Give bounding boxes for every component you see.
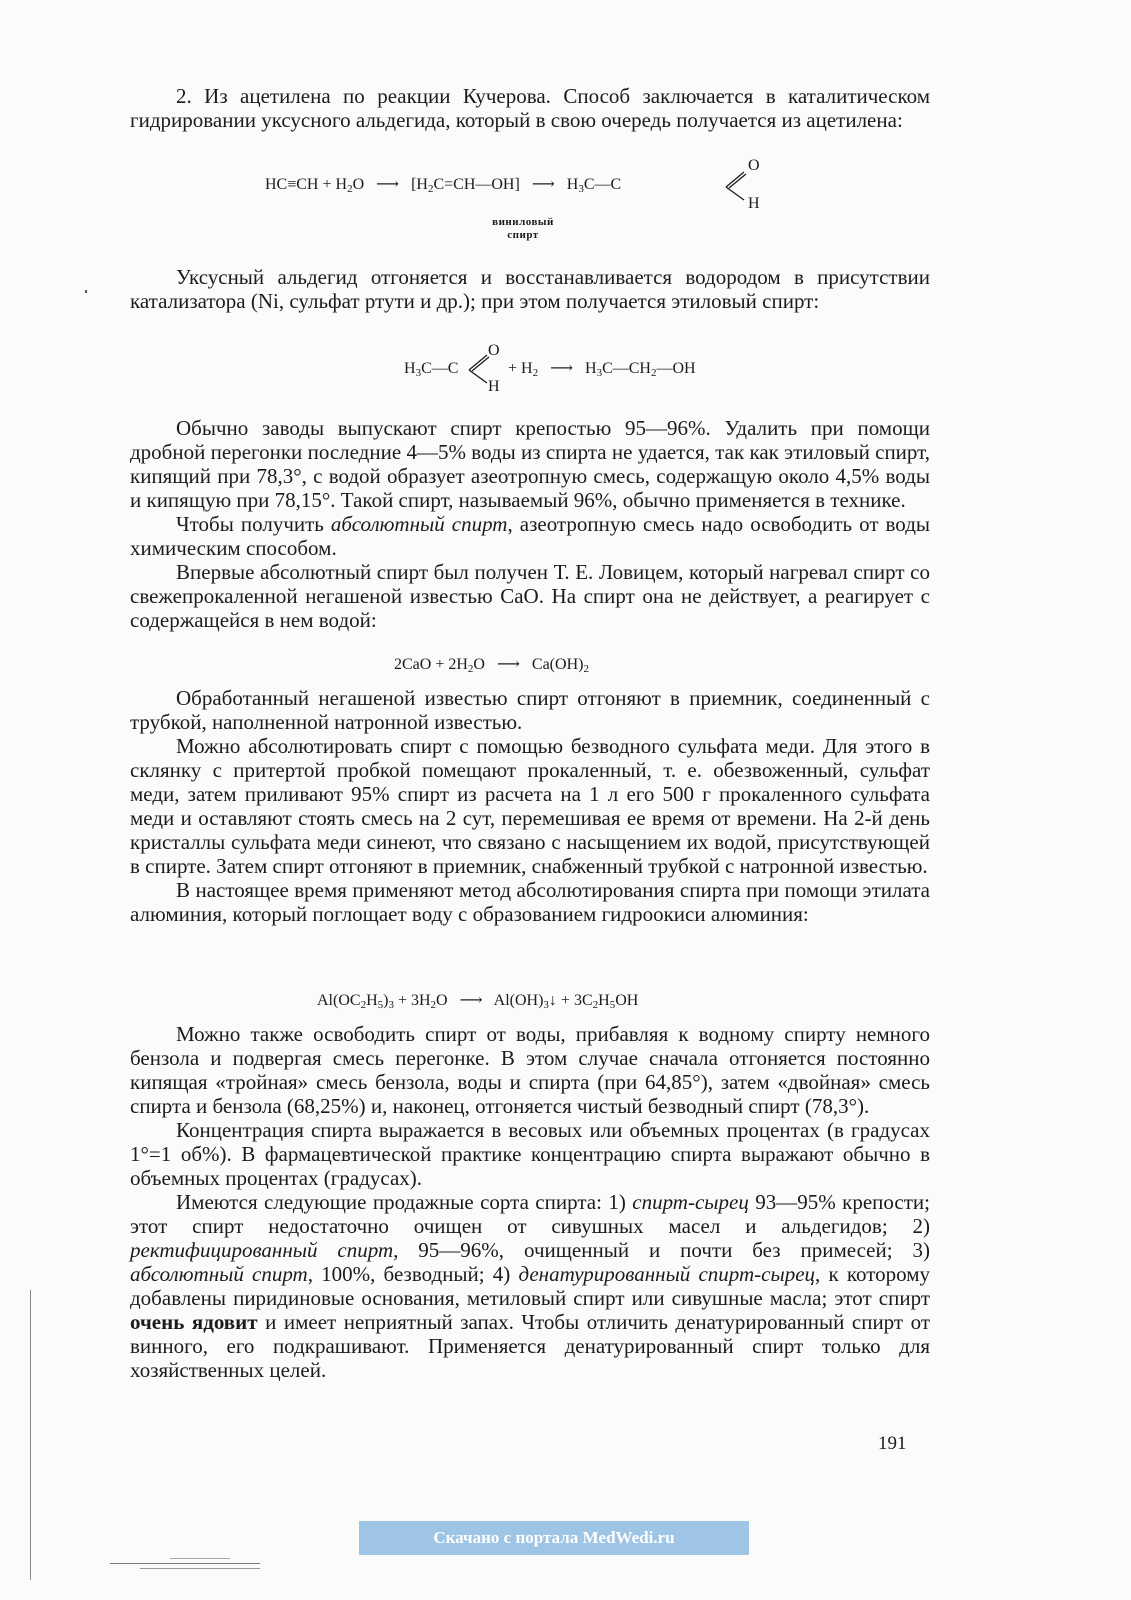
paragraph-text: Впервые абсолютный спирт был получен Т. Е. Ловицем, который нагревал спирт со свежепрокаленной негашеной известью CaO. На спирт она не действует, а реагирует с содержащейся в нем водой:: [130, 560, 930, 632]
equation-aluminium-ethylate: [317, 992, 638, 1010]
italic-term: абсолютный спирт: [130, 1262, 308, 1286]
arrow-icon: ⟶: [459, 992, 483, 1009]
italic-term: абсолютный спирт: [330, 512, 508, 536]
intermediate-text: C=CH—OH]: [433, 176, 520, 193]
reactant-text: + H: [508, 360, 533, 377]
reactant-text: Al(OC: [317, 992, 361, 1009]
equation-aldehyde-reduction: [404, 360, 458, 378]
text-run: , к которому добавлены пиридиновые основания, метиловый спирт или сивушные масла; этот спирт: [130, 1262, 930, 1310]
page-number: 191: [878, 1433, 907, 1454]
hydrogen-label: H: [488, 378, 500, 395]
subscript: 3: [543, 999, 549, 1011]
paragraph-text: [130, 1190, 930, 1382]
subscript: 2: [532, 367, 539, 379]
paragraph-text: Можно также освободить спирт от воды, прибавляя к водному спирту немного бензола и подвергая смесь перегонке. В этом случае сначала отгоняется постоянно кипящая «тройная» смесь бензола, воды и спирта (при 64,85°), затем «двойная» смесь спирта и бензола (68,25%) и, наконец, отгоняется чистый безводный спирт (78,3°).: [130, 1022, 930, 1118]
reactant-text: O: [436, 992, 448, 1009]
scan-speck: [85, 290, 87, 293]
product-text: ↓ + 3C: [548, 992, 593, 1009]
oxygen-label: O: [488, 342, 500, 359]
subscript: 2: [650, 367, 657, 379]
text-run: 93—95% крепости; этот спирт недостаточно очищен от сивушных масел и альдегидов; 2): [130, 1190, 931, 1238]
paragraph-1: [130, 84, 930, 132]
reactant-text: C—C: [421, 360, 459, 377]
intermediate-text: [H: [411, 176, 428, 193]
equation-acetylene-hydration: [265, 176, 621, 194]
caption-line: спирт: [507, 229, 539, 241]
text-run: , азеотропную смесь надо освободить от воды химическим способом.: [130, 512, 930, 560]
product-text: C—C: [583, 176, 622, 193]
subscript: 2: [467, 663, 474, 675]
product-text: Ca(OH): [531, 656, 584, 673]
reactant-text: + 3H: [393, 992, 431, 1009]
subscript: 3: [596, 367, 603, 379]
subscript: 3: [415, 367, 422, 379]
subscript: 2: [427, 183, 434, 195]
product-text: H: [598, 992, 610, 1009]
download-banner[interactable]: Скачано с портала MedWedi.ru: [359, 1521, 749, 1555]
text-run: , 100%, безводный; 4): [307, 1262, 519, 1286]
paragraph-group-3: [130, 416, 930, 632]
reactant-text: O: [352, 176, 365, 193]
italic-term: ректифицированный спирт: [130, 1238, 394, 1262]
text-run: и имеет неприятный запах. Чтобы отличить денатурированный спирт от винного, его подкрашивают. Применяется денатурированный спирт только для хозяйственных целей.: [130, 1310, 930, 1382]
subscript: 2: [360, 999, 367, 1011]
reactant-text: O: [473, 656, 485, 673]
equation-calcium-oxide: [394, 656, 589, 674]
subscript: 5: [609, 999, 616, 1011]
oxygen-label: O: [748, 157, 760, 174]
product-text: Al(OH): [493, 992, 544, 1009]
text-run: , 95—96%, очищенный и почти без примесей; 3): [393, 1238, 930, 1262]
paragraph-text: Обработанный негашеной известью спирт отгоняют в приемник, соединенный с трубкой, наполненной натронной известью.: [130, 686, 930, 734]
paragraph-2: [130, 265, 930, 313]
reactant-text: ): [383, 992, 389, 1009]
subscript: 5: [377, 999, 384, 1011]
text-run: Чтобы получить: [176, 512, 331, 536]
bold-term: очень ядовит: [130, 1310, 258, 1334]
equation-aldehyde-reduction-right: [508, 360, 696, 378]
reactant-text: HC≡CH + H: [265, 176, 348, 193]
scan-noise: [170, 1558, 230, 1559]
paragraph-text: В настоящее время применяют метод абсолютирования спирта при помощи этилата алюминия, который поглощает воду с образованием гидроокиси алюминия:: [130, 878, 930, 926]
subscript: 2: [347, 183, 353, 195]
caption-line: виниловый: [492, 216, 554, 228]
product-text: H: [585, 360, 597, 377]
italic-term: денатурированный спирт-сырец: [518, 1262, 816, 1286]
paragraph-text: 2. Из ацетилена по реакции Кучерова. Способ заключается в каталитическом гидрировании уксусного альдегида, который в свою очередь получается из ацетилена:: [130, 84, 930, 132]
italic-term: спирт-сырец: [632, 1190, 749, 1214]
paragraph-group-6: [130, 686, 930, 926]
paragraph-group-9: [130, 1022, 930, 1382]
reactant-text: H: [366, 992, 378, 1009]
arrow-icon: ⟶: [550, 360, 574, 377]
subscript: 2: [430, 999, 437, 1011]
text-run: Имеются следующие продажные сорта спирта: 1): [176, 1190, 633, 1214]
vinyl-alcohol-caption: [478, 216, 568, 242]
product-text: —OH: [656, 360, 696, 377]
arrow-icon: ⟶: [376, 176, 400, 193]
subscript: 2: [592, 999, 599, 1011]
subscript: 2: [583, 663, 589, 675]
hydrogen-label: H: [748, 195, 760, 212]
scan-edge-line: [30, 1290, 31, 1580]
product-text: H: [566, 176, 579, 193]
paragraph-text: Обычно заводы выпускают спирт крепостью 95—96%. Удалить при помощи дробной перегонки последние 4—5% воды из спирта не удается, так как этиловый спирт, кипящий при 78,3°, с водой образует азеотропную смесь, содержащую около 4,5% воды и кипящую при 78,15°. Такой спирт, называемый 96%, обычно применяется в технике.: [130, 416, 930, 512]
product-text: C—CH: [602, 360, 651, 377]
scan-noise: [110, 1563, 260, 1564]
paragraph-text: Уксусный альдегид отгоняется и восстанавливается водородом в присутствии катализатора (Ni, сульфат ртути и др.); при этом получается этиловый спирт:: [130, 265, 930, 313]
paragraph-text: Можно абсолютировать спирт с помощью безводного сульфата меди. Для этого в склянку с притертой пробкой помещают прокаленный, т. е. обезвоженный, сульфат меди, затем приливают 95% спирт из расчета на 1 л его 500 г прокаленного сульфата меди и оставляют стоять смесь на 2 сут, перемешивая ее время от времени. На 2-й день кристаллы сульфата меди синеют, что связано с насыщением их водой, присутствующей в спирте. Затем спирт отгоняют в приемник, снабженный трубкой с натронной известью.: [130, 734, 930, 878]
scan-noise: [140, 1568, 260, 1569]
arrow-icon: ⟶: [531, 176, 555, 193]
paragraph-text: Концентрация спирта выражается в весовых или объемных процентах (в градусах 1°=1 об%). В фармацевтической практике концентрацию спирта выражают обычно в объемных процентах (градусах).: [130, 1118, 930, 1190]
subscript: 3: [388, 999, 394, 1011]
product-text: OH: [615, 992, 639, 1009]
arrow-icon: ⟶: [496, 656, 520, 673]
reactant-text: 2CaO + 2H: [394, 656, 468, 673]
subscript: 3: [578, 183, 584, 195]
reactant-text: H: [404, 360, 416, 377]
paragraph-text: [130, 512, 930, 560]
